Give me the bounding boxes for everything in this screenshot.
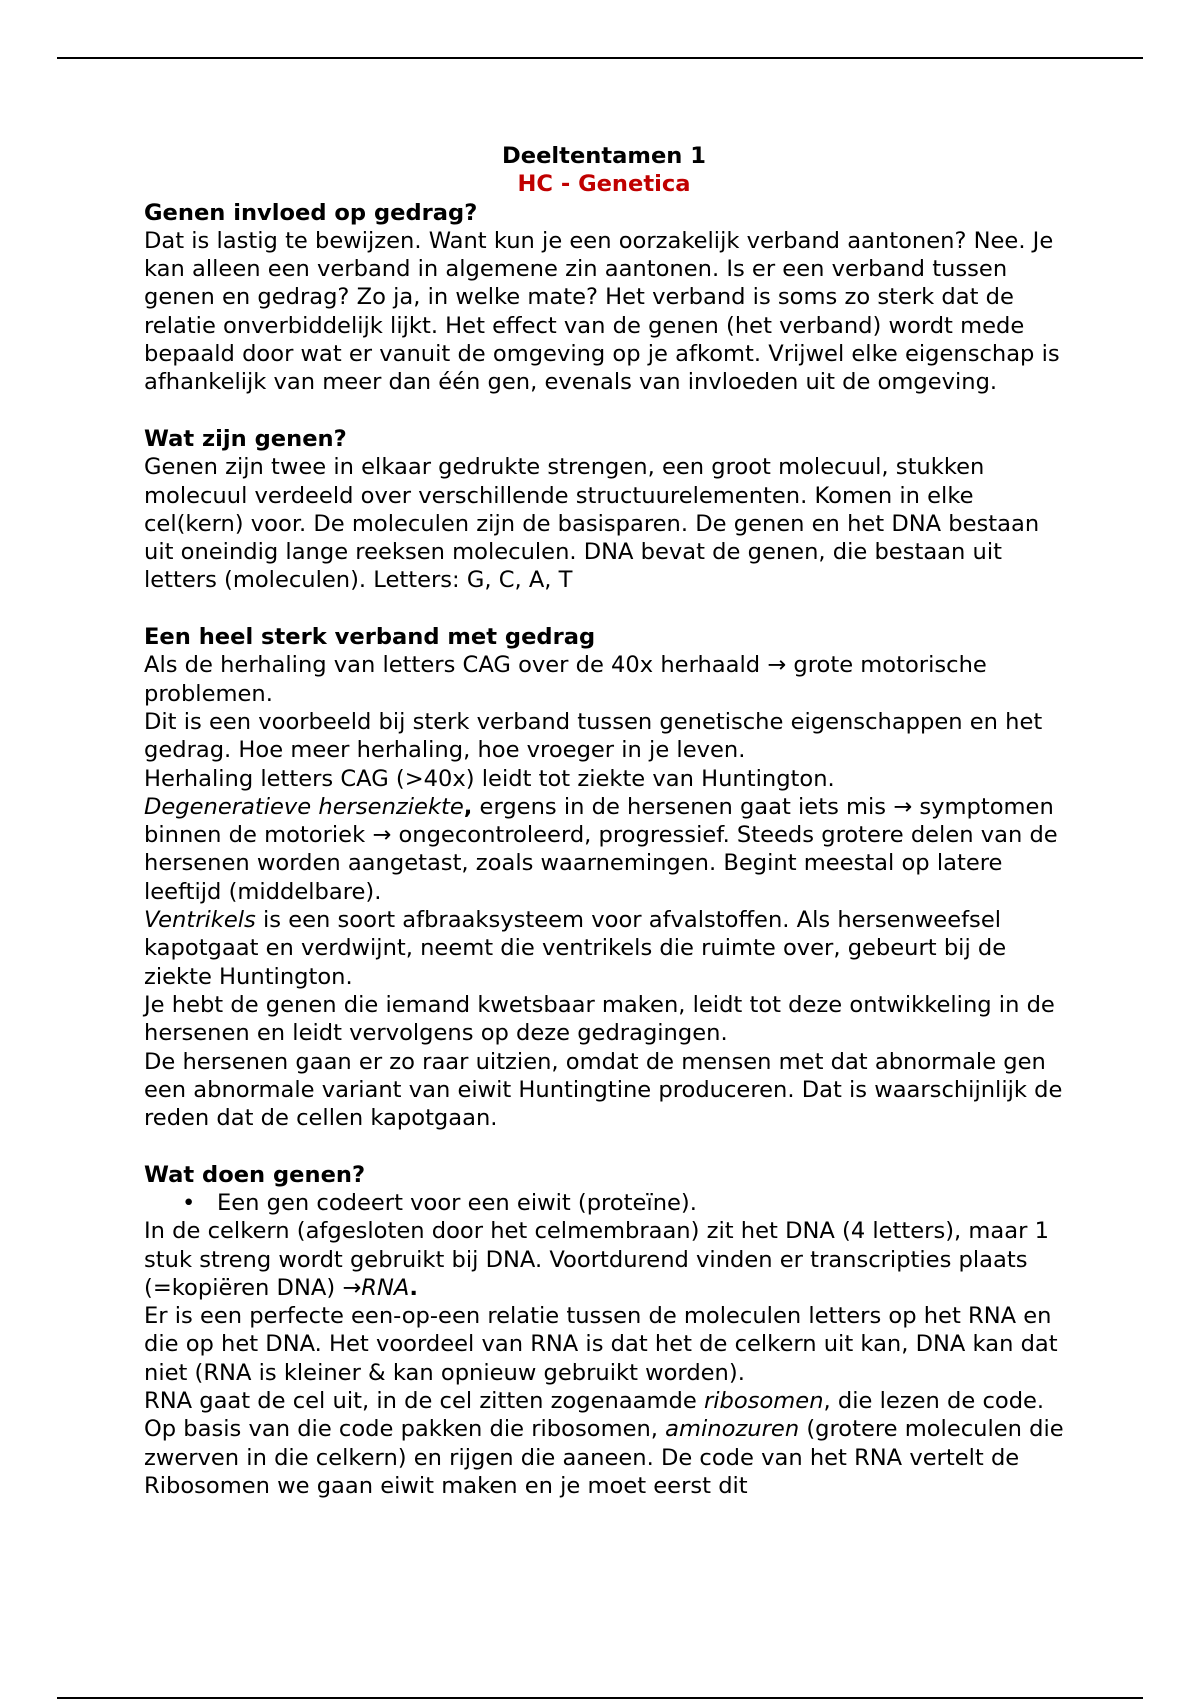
spacer (144, 1132, 1064, 1160)
paragraph (144, 793, 1064, 906)
section-heading-wat-doen-genen: Wat doen genen? (144, 1161, 366, 1188)
paragraph: Als de herhaling van letters CAG over de 40x herhaald → grote motorische problemen. (144, 652, 987, 707)
bold-punctuation: , (463, 793, 473, 820)
text-run: , die lezen de code. Op basis van die code pakken die ribosomen, (144, 1388, 1045, 1443)
section-heading-genen-invloed: Genen invloed op gedrag? (144, 199, 478, 226)
paragraph: De hersenen gaan er zo raar uitzien, omdat de mensen met dat abnormale gen een abnormale variant van eiwit Huntingtine produceren. Dat is waarschijnlijk de reden dat de cellen kapotgaan. (144, 1048, 1063, 1132)
paragraph (144, 1387, 1064, 1500)
paragraph: Dit is een voorbeeld bij sterk verband tussen genetische eigenschappen en het gedrag. Hoe meer herhaling, hoe vroeger in je leven. (144, 708, 1043, 764)
text-run: (grotere moleculen die zwerven in die celkern) en rijgen die aaneen. De code van het RNA vertelt de Ribosomen we gaan eiwit maken en je moet eerst dit (144, 1416, 1064, 1499)
bold-punctuation: . (409, 1274, 418, 1301)
header-rule (57, 57, 1143, 59)
spacer (144, 397, 1064, 425)
text-run: RNA gaat de cel uit, in de cel zitten zogenaamde (144, 1388, 704, 1415)
bullet-icon: • (182, 1189, 196, 1216)
paragraph (144, 906, 1064, 991)
text-run: ergens in de hersenen gaat iets mis → symptomen binnen de motoriek → ongecontroleerd, progressief. Steeds grotere delen van de hersenen worden aangetast, zoals waarnemingen. Begint meestal op latere leeftijd (middelbare). (144, 793, 1058, 905)
text-run: In de celkern (afgesloten door het celmembraan) zit het DNA (4 letters), maar 1 stuk streng wordt gebruikt bij DNA. Voortdurend vinden er transcripties plaats (=kopiëren DNA) → (144, 1218, 1049, 1301)
spacer (144, 595, 1064, 623)
document-title: Deeltentamen 1 (502, 143, 706, 169)
bullet-list (144, 1189, 1064, 1217)
italic-term: Ventrikels (144, 907, 256, 934)
paragraph: Genen zijn twee in elkaar gedrukte strengen, een groot molecuul, stukken molecuul verdeeld over verschillende structuurelementen. Komen in elke cel(kern) voor. De moleculen zijn de basisparen. De genen en het DNA bestaan uit oneindig lange reeksen moleculen. DNA bevat de genen, die bestaan uit letters (moleculen). Letters: G, C, A, T (144, 454, 1040, 594)
list-item (144, 1189, 1064, 1217)
italic-term: ribosomen (703, 1388, 824, 1415)
document-subtitle: HC - Genetica (517, 171, 691, 198)
text-run: is een soort afbraaksysteem voor afvalstoffen. Als hersenweefsel kapotgaat en verdwijnt, neemt die ventrikels die ruimte over, gebeurt bij de ziekte Huntington. (144, 907, 1007, 990)
list-item-text: Een gen codeert voor een eiwit (proteïne). (217, 1189, 697, 1216)
document-body (144, 142, 1064, 1500)
paragraph: Herhaling letters CAG (>40x) leidt tot ziekte van Huntington. (144, 765, 835, 792)
section-heading-wat-zijn-genen: Wat zijn genen? (144, 425, 347, 452)
paragraph: Je hebt de genen die iemand kwetsbaar maken, leidt tot deze ontwikkeling in de hersenen en leidt vervolgens op deze gedragingen. (144, 991, 1055, 1047)
footer-rule (57, 1697, 1143, 1699)
paragraph: Er is een perfecte een-op-een relatie tussen de moleculen letters op het RNA en die op het DNA. Het voordeel van RNA is dat het de celkern uit kan, DNA kan dat niet (RNA is kleiner & kan opnieuw gebruikt worden). (144, 1303, 1058, 1386)
italic-term: RNA (361, 1274, 410, 1301)
italic-term: aminozuren (665, 1416, 800, 1443)
italic-term: Degeneratieve hersenziekte (144, 793, 464, 820)
paragraph (144, 1217, 1064, 1302)
paragraph: Dat is lastig te bewijzen. Want kun je een oorzakelijk verband aantonen? Nee. Je kan alleen een verband in algemene zin aantonen. Is er een verband tussen genen en gedrag? Zo ja, in welke mate? Het verband is soms zo sterk dat de relatie onverbiddelijk lijkt. Het effect van de genen (het verband) wordt mede bepaald door wat er vanuit de omgeving op je afkomt. Vrijwel elke eigenschap is afhankelijk van meer dan één gen, evenals van invloeden uit de omgeving. (144, 227, 1060, 396)
section-heading-sterk-verband: Een heel sterk verband met gedrag (144, 624, 596, 651)
